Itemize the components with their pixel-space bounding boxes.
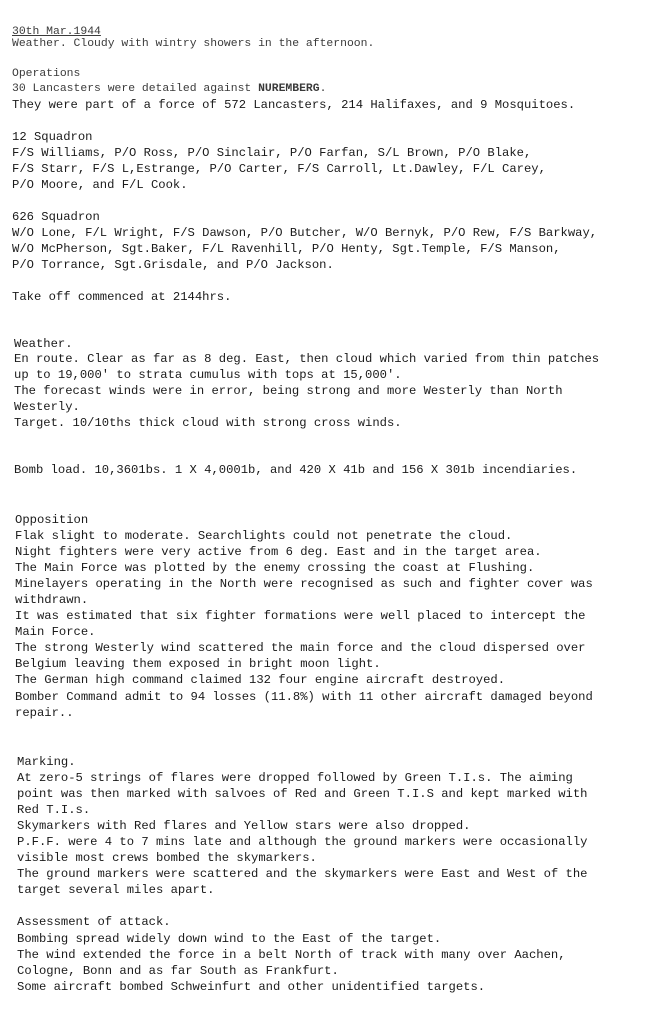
target-name: NUREMBERG (258, 83, 320, 95)
opposition-line: The strong Westerly wind scattered the main force and the cloud dispersed over (15, 641, 586, 655)
crew-list-line: P/O Moore, and F/L Cook. (12, 178, 188, 192)
weather-summary: Weather. Cloudy with wintry showers in the afternoon. (12, 38, 375, 50)
opposition-line: Night fighters were very active from 6 deg. East and in the target area. (15, 545, 542, 559)
opposition-line: Minelayers operating in the North were recognised as such and fighter cover was (15, 577, 593, 591)
weather-line: Target. 10/10ths thick cloud with strong cross winds. (14, 416, 402, 430)
weather-line: The forecast winds were in error, being strong and more Westerly than North (14, 384, 563, 398)
squadron-626-heading: 626 Squadron (12, 210, 100, 224)
opposition-line: Flak slight to moderate. Searchlights could not penetrate the cloud. (15, 529, 513, 543)
opposition-line: Bomber Command admit to 94 losses (11.8%) with 11 other aircraft damaged beyond (15, 690, 593, 704)
marking-line: Skymarkers with Red flares and Yellow stars were also dropped. (17, 819, 471, 833)
assessment-line: Cologne, Bonn and as far South as Frankfurt. (17, 964, 339, 978)
marking-line: visible most crews bombed the skymarkers. (17, 851, 317, 865)
opposition-line: The German high command claimed 132 four engine aircraft destroyed. (15, 673, 506, 687)
crew-list-line: P/O Torrance, Sgt.Grisdale, and P/O Jackson. (12, 258, 334, 272)
marking-line: point was then marked with salvoes of Red and Green T.I.S and kept marked with (17, 787, 588, 801)
squadron-12-heading: 12 Squadron (12, 130, 93, 144)
weather-heading: Weather. (14, 337, 73, 351)
weather-line: En route. Clear as far as 8 deg. East, then cloud which varied from thin patches (14, 352, 600, 366)
assessment-heading: Assessment of attack. (17, 915, 171, 929)
crew-list-line: F/S Starr, F/S L,Estrange, P/O Carter, F/S Carroll, Lt.Dawley, F/L Carey, (12, 162, 546, 176)
opposition-line: withdrawn. (15, 593, 89, 607)
assessment-line: Bombing spread widely down wind to the East of the target. (17, 932, 442, 946)
opposition-line: It was estimated that six fighter formations were well placed to intercept the (15, 609, 586, 623)
opposition-heading: Opposition (15, 513, 89, 527)
marking-line: Red T.I.s. (17, 803, 91, 817)
opposition-line: Main Force. (15, 625, 96, 639)
marking-line: target several miles apart. (17, 883, 215, 897)
marking-line: P.F.F. were 4 to 7 mins late and although the ground markers were occasionally (17, 835, 588, 849)
opposition-line: The Main Force was plotted by the enemy crossing the coast at Flushing. (15, 561, 535, 575)
assessment-line: The wind extended the force in a belt North of track with many over Aachen, (17, 948, 566, 962)
crew-list-line: F/S Williams, P/O Ross, P/O Sinclair, P/O Farfan, S/L Brown, P/O Blake, (12, 146, 532, 160)
weather-line: Westerly. (14, 400, 80, 414)
operations-detail: 30 Lancasters were detailed against NUREMBERG. (12, 83, 327, 95)
entry-date: 30th Mar.1944 (12, 26, 101, 38)
operations-heading: Operations (12, 68, 81, 80)
crew-list-line: W/O Lone, F/L Wright, F/S Dawson, P/O Butcher, W/O Bernyk, P/O Rew, F/S Barkway, (12, 226, 598, 240)
takeoff-time: Take off commenced at 2144hrs. (12, 290, 232, 304)
assessment-line: Some aircraft bombed Schweinfurt and other unidentified targets. (17, 980, 486, 994)
marking-line: At zero-5 strings of flares were dropped followed by Green T.I.s. The aiming (17, 771, 573, 785)
bomb-load: Bomb load. 10,3601bs. 1 X 4,0001b, and 420 X 41b and 156 X 301b incendiaries. (14, 463, 578, 477)
crew-list-line: W/O McPherson, Sgt.Baker, F/L Ravenhill, P/O Henty, Sgt.Temple, F/S Manson, (12, 242, 561, 256)
marking-line: The ground markers were scattered and the skymarkers were East and West of the (17, 867, 588, 881)
opposition-line: repair.. (15, 706, 74, 720)
opposition-line: Belgium leaving them exposed in bright moon light. (15, 657, 381, 671)
marking-heading: Marking. (17, 755, 76, 769)
weather-line: up to 19,000' to strata cumulus with tops at 15,000'. (14, 368, 402, 382)
force-composition: They were part of a force of 572 Lancasters, 214 Halifaxes, and 9 Mosquitoes. (12, 98, 576, 112)
